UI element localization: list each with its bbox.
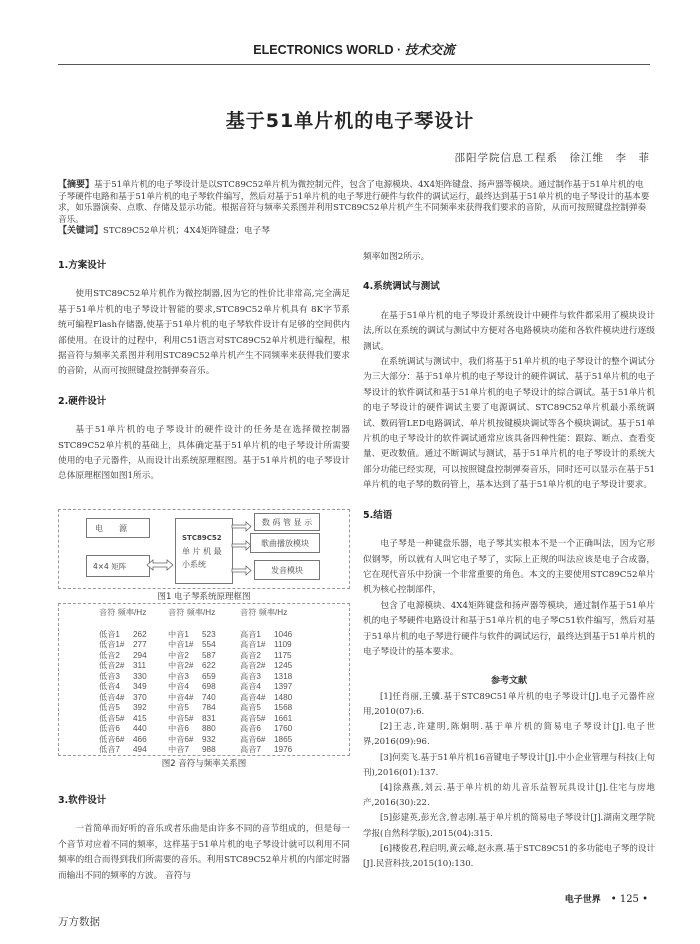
note-frequency: 1865 — [274, 734, 293, 744]
wanfang-watermark: 万方数据 — [58, 916, 100, 928]
note-frequency-row — [168, 714, 216, 725]
power-module-label: 电 源 — [95, 523, 127, 533]
note-frequency: 1046 — [274, 629, 293, 639]
note-name: 中音1# — [168, 640, 194, 649]
note-frequency-row — [240, 672, 292, 683]
keywords-text: STC89C52单片机；4X4矩阵键盘；电子琴 — [103, 226, 270, 237]
journal-name: ELECTRONICS WORLD — [253, 43, 394, 57]
note-frequency: 1175 — [274, 650, 292, 660]
note-name: 高音3 — [240, 671, 261, 681]
note-frequency: 415 — [133, 713, 147, 723]
note-frequency: 587 — [202, 650, 216, 660]
abstract-label: 【摘要】 — [58, 180, 95, 190]
note-frequency-row — [240, 693, 292, 704]
note-frequency: 277 — [133, 640, 147, 649]
note-name: 低音6 — [99, 724, 120, 733]
figure-1-block-diagram — [58, 509, 350, 589]
low-notes-column — [99, 608, 147, 756]
note-name: 中音7 — [168, 745, 189, 754]
note-name: 中音5# — [168, 713, 194, 723]
note-name: 高音5# — [240, 713, 266, 723]
song-module-box — [250, 533, 320, 553]
note-name: 高音7 — [240, 745, 261, 754]
figure-2-caption: 图2 音符与频率关系图 — [161, 759, 247, 769]
note-name: 低音4# — [99, 692, 125, 702]
note-frequency: 440 — [133, 724, 147, 733]
note-name: 低音7 — [99, 745, 120, 754]
mcu-label-line2: 单 片 机 最 — [182, 546, 222, 556]
power-module-box — [86, 518, 150, 538]
mcu-label-line3: 小系统 — [182, 559, 206, 569]
keywords-label: 【关键词】 — [58, 226, 104, 237]
high-notes-column — [240, 608, 292, 756]
note-name: 低音5# — [99, 713, 125, 723]
note-name: 低音1# — [99, 640, 125, 649]
section-1-heading: 1.方案设计 — [58, 260, 107, 271]
section-2-heading: 2.硬件设计 — [58, 395, 107, 407]
note-frequency-row — [240, 640, 292, 651]
note-name: 低音2# — [99, 661, 125, 670]
note-name: 低音3 — [99, 671, 120, 681]
note-frequency: 349 — [133, 682, 147, 691]
note-frequency: 554 — [202, 640, 216, 649]
note-frequency-row — [168, 693, 216, 704]
note-frequency-row — [168, 651, 216, 662]
note-name: 高音6 — [240, 724, 261, 733]
note-frequency-row — [99, 703, 147, 714]
section-5-paragraph-2: 包含了电源模块、4X4矩阵键盘和扬声器等模块，通过制作基于51单片机的电子琴硬件电路设计和基于51单片机的电子琴C51软件编写，然后对基于51单片机的电子琴进行硬件与软件的调试运行，最终达到基于51单片机的电子琴设计的基本要求。 — [363, 600, 655, 657]
note-name: 高音5 — [240, 703, 261, 712]
note-frequency: 392 — [133, 703, 147, 712]
references-heading: 参考文献 — [490, 676, 527, 687]
reference-item: [1]任肖丽,王骥.基于STC89C51单片机的电子琴设计[J].电子元器件应用,2010(07):6. — [363, 691, 655, 717]
note-frequency-row — [99, 651, 147, 662]
note-frequency: 1245 — [274, 661, 293, 670]
note-name: 高音2# — [240, 661, 266, 670]
note-frequency: 1661 — [274, 713, 293, 723]
note-frequency-row — [240, 703, 292, 714]
note-name: 中音5 — [168, 703, 189, 712]
section-4-paragraph-1: 在基于51单片机的电子琴设计系统设计中硬件与软件都采用了模块设计法,所以在系统的调试与测试中方便对各电路模块功能和各软件模块进行逐级测试。 — [363, 310, 655, 352]
note-frequency-row — [240, 724, 292, 735]
header-separator: · — [397, 43, 402, 57]
matrix-keypad-box — [86, 555, 150, 577]
section-2-paragraph: 基于51单片机的电子琴设计的硬件设计的任务是在选择微控制器STC89C52单片机的基础上，具体确定基于51单片机的电子琴设计所需要使用的电子元器件，从而设计出系统原理框图。基于51单片机的电子琴设计总体原理框图如图1所示。 — [58, 425, 350, 482]
note-frequency-row — [168, 640, 216, 651]
note-frequency: 294 — [133, 650, 147, 660]
note-frequency-row — [99, 735, 147, 746]
note-name: 高音1# — [240, 640, 266, 649]
note-frequency-row — [240, 661, 292, 672]
column-name: 技术交流 — [404, 43, 455, 57]
bidirectional-arrow-icon — [145, 558, 175, 572]
note-name: 高音6# — [240, 734, 266, 744]
figure-2-frequency-table — [58, 603, 350, 756]
reference-item: [3]何奕飞.基于51单片机16音键电子琴设计[J].中小企业管理与科技(上旬刊),2016(01):137. — [363, 752, 655, 778]
note-frequency: 740 — [202, 692, 216, 702]
mid-column-header: 音符 频率/Hz — [168, 608, 216, 617]
section-4-paragraph-2: 在系统调试与测试中，我们将基于51单片机的电子琴设计的整个调试分为三大部分：基于51单片机的电子琴设计的硬件调试、基于51单片机的电子琴设计的软件调试和基于51单片机的电子琴设计的综合调试。基于51单片机的电子琴设计的硬件调试主要了电源调试、STC89C52单片机最小系统调试、数码管LED电路调试、单片机按键模块调试等各个模块调试。基于51单片机的电子琴设计的软件调试通常应该具备四种性能：跟踪、断点、查看变量、更改数值。通过不断调试与测试，基于51单片机的电子琴设计的系统大部分功能已经实现，可以按照键盘控制弹奏音乐，同时还可以显示在基于51单片机的电子琴的数码管上，基本达到了基于51单片机的电子琴设计要求。 — [363, 357, 655, 491]
section-5-paragraph-1: 电子琴是一种键盘乐器，电子琴其实根本不是一个正确叫法，因为它形似钢琴，所以就有人叫它电子琴了，实际上正规的叫法应该是电子合成器，它在现代音乐中扮演一个非常重要的角色。本文的主要使用STC89C52单片机为核心控制部件， — [363, 539, 655, 596]
note-frequency: 1397 — [274, 682, 293, 691]
journal-header — [58, 40, 650, 65]
note-name: 低音4 — [99, 682, 120, 691]
note-frequency-row — [99, 714, 147, 725]
section-3 — [58, 793, 350, 884]
section-4-heading: 4.系统调试与测试 — [363, 281, 440, 293]
note-frequency-row — [240, 735, 292, 746]
abstract — [58, 180, 650, 238]
note-frequency-row — [168, 703, 216, 714]
note-frequency-row — [99, 640, 147, 651]
note-frequency: 880 — [202, 724, 216, 733]
high-column-header: 音符 频率/Hz — [240, 608, 288, 617]
note-frequency-row — [240, 682, 292, 693]
figure-1-caption: 图1 电子琴系统原理框图 — [157, 592, 251, 602]
note-frequency-row — [168, 682, 216, 693]
section-1-paragraph: 使用STC89C52单片机作为微控制器,因为它的性价比非常高,完全满足基于51单片机的电子琴设计智能的要求,STC89C52单片机具有 8K字节系统可编程Flash存储器,使基于51单片机的电子琴软件设计有足够的空间供内部使用。在设计的过程中，利用C51语言对STC89C52单片机进行编程，根据音符与频率关系图并利用STC89C52单片机产生不同频率来获得我们要求的音阶，从而可按照键盘控制弹奏音乐。 — [58, 289, 350, 377]
note-frequency: 659 — [202, 671, 216, 681]
note-frequency-row — [99, 745, 147, 756]
reference-item: [5]彭建英,彭光含,曾志刚.基于单片机的简易电子琴设计[J].湖南文理学院学报(自然科学版),2015(04):315. — [363, 813, 655, 839]
note-frequency: 466 — [133, 734, 147, 744]
reference-item: [4]徐燕燕,刘云.基于单片机的幼儿音乐益智玩具设计[J].住宅与房地产,2016(30):22. — [363, 782, 655, 809]
note-frequency: 932 — [202, 734, 216, 744]
note-frequency-row — [240, 630, 292, 641]
section-5-heading: 5.结语 — [363, 509, 393, 521]
note-name: 中音3 — [168, 671, 189, 681]
note-name: 中音1 — [168, 629, 189, 639]
note-name: 中音2 — [168, 650, 189, 660]
note-frequency: 1109 — [274, 640, 292, 649]
note-frequency-row — [240, 714, 292, 725]
note-frequency-row — [168, 672, 216, 683]
display-module-label: 数 码 管 显 示 — [261, 517, 313, 527]
note-name: 高音4 — [240, 682, 261, 691]
article-title: 基于51单片机的电子琴设计 — [225, 110, 475, 132]
note-name: 低音2 — [99, 650, 120, 660]
section-3-paragraph: 一首简单而好听的音乐或者乐曲是由许多不同的音节组成的，但是每一个音节对应着不同的频率，这样基于51单片机的电子琴设计就可以利用不同频率的组合而得到我们所需要的音乐。利用STC89C52单片机的内部定时器而输出不同的频率的方波。 音符与 — [58, 824, 350, 881]
song-module-label: 歌曲播放模块 — [261, 538, 309, 548]
note-frequency: 988 — [202, 745, 216, 754]
right-column — [363, 250, 655, 872]
abstract-text: 基于51单片机的电子琴设计是以STC89C52单片机为微控制元件，包含了电源模块、4X4矩阵键盘、扬声器等模块。通过制作基于51单片机的电子琴硬件电路和基于51单片机的电子琴软件编写，然后对基于51单片机的电子琴进行硬件与软件的调试运行，最终达到基于51单片机的电子琴设计的基本要求，如乐器演奏、点歌、存储及显示功能。根据音符与频率关系图并利用STC89C52单片机产生不同频率来获得我们要求的音阶，从而可按照键盘控制弹奏音乐。 — [58, 180, 650, 225]
note-frequency: 1760 — [274, 724, 293, 733]
note-frequency-row — [168, 724, 216, 735]
page-number: • 125 • — [610, 894, 648, 905]
note-frequency-row — [99, 693, 147, 704]
mid-notes-column — [168, 608, 216, 756]
reference-item: [2]王志,许建明,陈炯明.基于单片机的简易电子琴设计[J].电子世界,2016(09):96. — [363, 722, 655, 748]
note-name: 高音1 — [240, 629, 261, 639]
note-frequency: 1568 — [274, 703, 293, 712]
note-name: 中音4 — [168, 682, 189, 691]
note-frequency: 622 — [202, 661, 216, 670]
mcu-system-box — [175, 518, 233, 584]
note-name: 中音4# — [168, 692, 194, 702]
note-frequency: 1318 — [274, 671, 293, 681]
note-frequency: 784 — [202, 703, 216, 712]
note-frequency-row — [240, 745, 292, 756]
note-frequency-row — [99, 630, 147, 641]
note-frequency: 831 — [202, 713, 216, 723]
note-frequency-row — [99, 682, 147, 693]
note-frequency: 370 — [133, 692, 147, 702]
matrix-keypad-label: 4×4 矩阵 — [93, 561, 127, 571]
page-footer — [565, 892, 648, 905]
note-name: 高音4# — [240, 692, 266, 702]
note-frequency: 330 — [133, 671, 147, 681]
note-frequency: 1480 — [274, 692, 293, 702]
note-frequency-row — [168, 661, 216, 672]
note-name: 低音6# — [99, 734, 125, 744]
note-frequency-row — [99, 724, 147, 735]
note-frequency-row — [99, 672, 147, 683]
note-name: 中音2# — [168, 661, 194, 670]
note-frequency-row — [240, 651, 292, 662]
footer-journal-name: 电子世界 — [564, 895, 601, 905]
note-name: 低音1 — [99, 629, 120, 639]
references-list — [363, 690, 655, 872]
left-column — [58, 258, 350, 485]
note-frequency-row — [168, 745, 216, 756]
note-name: 中音6 — [168, 724, 189, 733]
note-frequency-row — [99, 661, 147, 672]
display-module-box — [254, 513, 320, 531]
note-frequency: 523 — [202, 629, 216, 639]
sound-module-label: 发音模块 — [271, 565, 303, 575]
section-3-continuation: 频率如图2所示。 — [363, 252, 430, 262]
note-frequency: 494 — [133, 745, 147, 754]
note-name: 低音5 — [99, 703, 120, 712]
note-frequency-row — [168, 735, 216, 746]
note-frequency: 698 — [202, 682, 216, 691]
note-name: 中音6# — [168, 734, 194, 744]
note-name: 高音2 — [240, 650, 261, 660]
mcu-label-line1: STC89C52 — [182, 533, 222, 542]
section-3-heading: 3.软件设计 — [58, 795, 107, 806]
sound-module-box — [254, 560, 320, 580]
note-frequency: 262 — [133, 629, 147, 639]
note-frequency: 1976 — [274, 745, 293, 754]
article-authors: 邵阳学院信息工程系 徐江维 李 菲 — [454, 152, 650, 164]
note-frequency-row — [168, 630, 216, 641]
reference-item: [6]楼俊君,程启明,黄云峰,赵永熹.基于STC89C51的多功能电子琴的设计[J].民营科技,2015(10):130. — [363, 843, 655, 869]
low-column-header: 音符 频率/Hz — [99, 608, 147, 617]
note-frequency: 311 — [133, 661, 147, 670]
